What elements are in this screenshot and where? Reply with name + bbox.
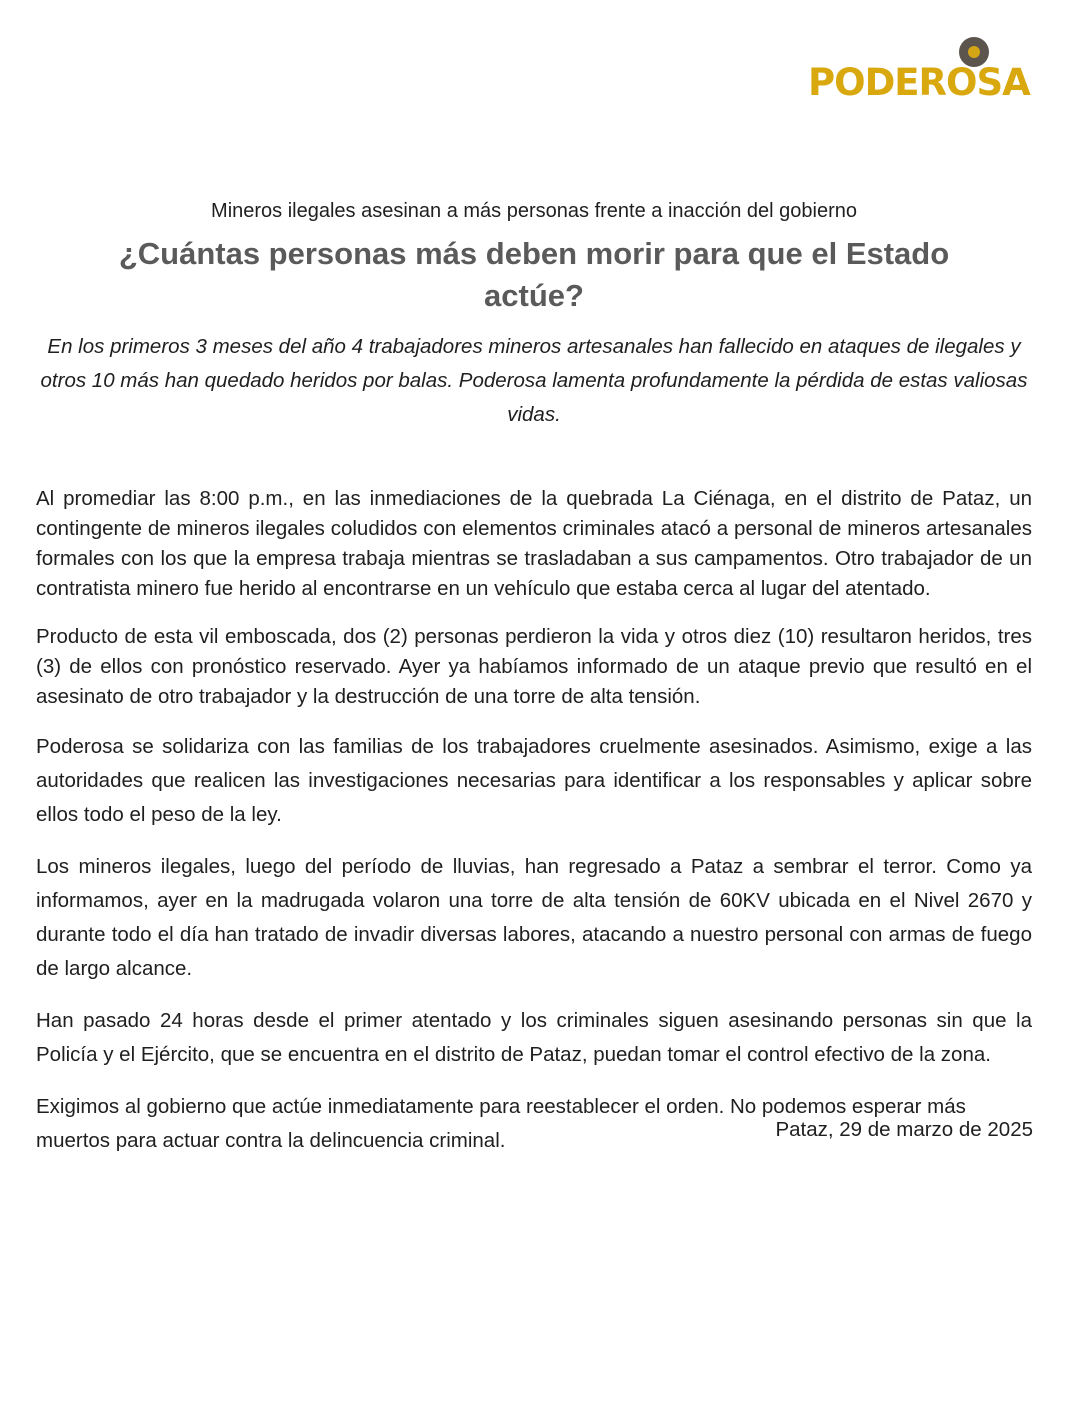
headline: ¿Cuántas personas más deben morir para que el Estado actúe? [118, 236, 950, 313]
logo-wordmark: PODEROSA [808, 61, 1030, 104]
kicker-line: Mineros ilegales asesinan a más personas frente a inacción del gobierno [211, 200, 857, 222]
paragraph-6: Exigimos al gobierno que actúe inmediatamente para reestablecer el orden. No podemos esperar más muertos para actuar contra la delincuencia criminal. [36, 1095, 966, 1152]
place-date: Pataz, 29 de marzo de 2025 [775, 1118, 1033, 1141]
statement-body [36, 484, 1032, 1176]
paragraph-2: Producto de esta vil emboscada, dos (2) personas perdieron la vida y otros diez (10) resultaron heridos, tres (3) de ellos con pronóstico reservado. Ayer ya habíamos informado de un ataque previo que resultó en el asesinato de otro trabajador y la destrucción de una torre de alta tensión. [36, 625, 1032, 708]
poderosa-logo [806, 34, 1056, 106]
subheadline: En los primeros 3 meses del año 4 trabajadores mineros artesanales han fallecido en ataques de ilegales y otros 10 más han quedado heridos por balas. Poderosa lamenta profundamente la pérdida de estas valiosas vidas. [40, 335, 1028, 426]
paragraph-4: Los mineros ilegales, luego del período de lluvias, han regresado a Pataz a sembrar el terror. Como ya informamos, ayer en la madrugada volaron una torre de alta tensión de 60KV ubicada en el Nivel 2670 y durante todo el día han tratado de invadir diversas labores, atacando a nuestro personal con armas de fuego de largo alcance. [36, 855, 1032, 980]
paragraph-5: Han pasado 24 horas desde el primer atentado y los criminales siguen asesinando personas sin que la Policía y el Ejército, que se encuentra en el distrito de Pataz, puedan tomar el control efectivo de la zona. [36, 1009, 1032, 1066]
paragraph-1: Al promediar las 8:00 p.m., en las inmediaciones de la quebrada La Ciénaga, en el distrito de Pataz, un contingente de mineros ilegales coludidos con elementos criminales atacó a personal de mineros artesanales formales con los que la empresa trabaja mientras se trasladaban a sus campamentos. Otro trabajador de un contratista minero fue herido al encontrarse en un vehículo que estaba cerca al lugar del atentado. [36, 487, 1032, 600]
paragraph-3: Poderosa se solidariza con las familias de los trabajadores cruelmente asesinados. Asimismo, exige a las autoridades que realicen las investigaciones necesarias para identificar a los responsables y aplicar sobre ellos todo el peso de la ley. [36, 735, 1032, 826]
